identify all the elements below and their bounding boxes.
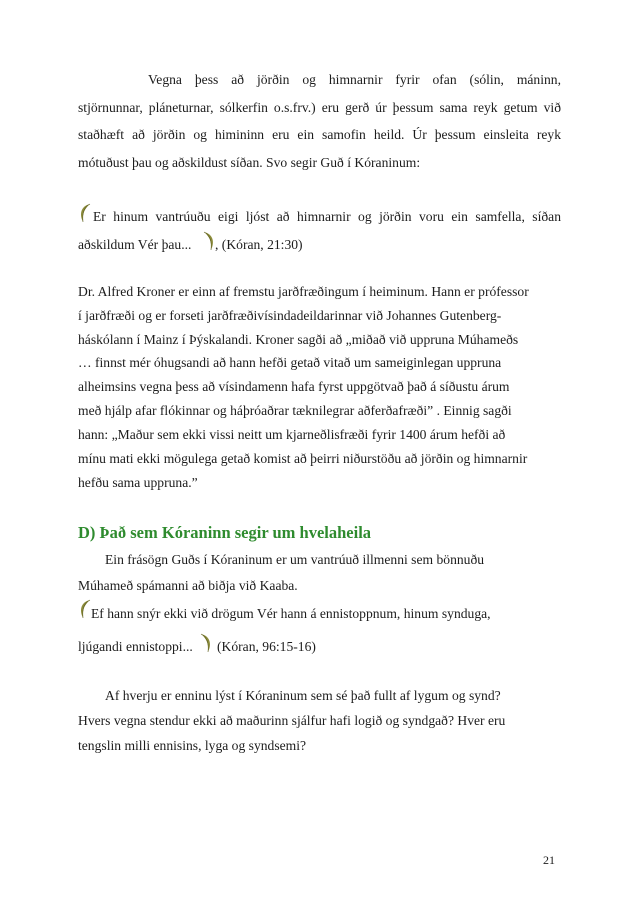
paragraph-2-line-5: alheimsins vegna þess að vísindamenn hafa fyrst uppgötvað það á síðustu árum [78, 379, 510, 394]
paragraph-2-line-9: hefðu sama uppruna.” [78, 475, 198, 490]
quote-2-reference: (Kóran, 96:15-16) [217, 639, 316, 654]
paragraph-4-line-3: tengslin milli ennisins, lyga og syndsemi? [78, 738, 307, 753]
paragraph-1-line-1: Vegna þess að jörðin og himnarnir fyrir ofan (sólin, máninn, [148, 72, 561, 87]
paragraph-2-line-7: hann: „Maður sem ekki vissi neitt um kjarneðlisfræði fyrir 1400 árum hefði að [78, 427, 506, 442]
page-number: 21 [543, 853, 555, 867]
paragraph-2-line-1: Dr. Alfred Kroner er einn af fremstu jarðfræðingum í heiminum. Hann er prófessor [78, 284, 529, 299]
paragraph-3-line-2: Múhameð spámanni að biðja við Kaaba. [78, 578, 298, 593]
paragraph-4-line-2: Hvers vegna stendur ekki að maðurinn sjálfur hafi logið og syndgað? Hver eru [78, 713, 506, 728]
paragraph-2-line-8: mínu mati ekki mögulega getað komist að þeirri niðurstöðu að jörðin og himnarnir [78, 451, 528, 466]
crescent-ornament-left-icon [78, 203, 92, 223]
paragraph-3-line-1: Ein frásögn Guðs í Kóraninum er um vantrúuð illmenni sem bönnuðu [105, 552, 485, 567]
crescent-ornament-left-icon [78, 599, 92, 619]
paragraph-2-line-6: með hjálp afar flókinnar og háþróaðrar tæknilegrar aðferðafræði” . Einnig sagði [78, 403, 512, 418]
crescent-ornament-right-icon [202, 231, 216, 251]
paragraph-2-line-3: háskólann í Mainz í Þýskalandi. Kroner sagði að „miðað við uppruna Múhameðs [78, 332, 519, 347]
quote-2-line-2: ljúgandi ennistoppi... [78, 639, 193, 654]
quote-2-line-1: Ef hann snýr ekki við drögum Vér hann á ennistoppnum, hinum synduga, [91, 606, 491, 621]
paragraph-1-line-2: stjörnunnar, pláneturnar, sólkerfin o.s.frv.) eru gerð úr þessum sama reyk getum við [78, 100, 561, 115]
paragraph-2-line-4: … finnst mér óhugsandi að hann hefði getað vitað um sameiginlegan uppruna [78, 355, 502, 370]
paragraph-4-line-1: Af hverju er enninu lýst í Kóraninum sem sé það fullt af lygum og synd? [105, 688, 501, 703]
section-heading: D) Það sem Kóraninn segir um hvelaheila [78, 523, 372, 542]
crescent-ornament-right-icon [199, 633, 213, 653]
paragraph-1-line-4: mótuðust þau og aðskildust síðan. Svo segir Guð í Kóraninum: [78, 155, 421, 170]
quote-1-line-2: aðskildum Vér þau... [78, 237, 192, 252]
paragraph-2-line-2: í jarðfræði og er forseti jarðfræðivísindadeildarinnar við Johannes Gutenberg- [78, 308, 502, 323]
paragraph-1-line-3: staðhæft að jörðin og himininn eru ein samofin heild. Úr þessum einsleita reyk [78, 127, 561, 142]
quote-1-reference: , (Kóran, 21:30) [215, 237, 303, 252]
quote-1-line-1: Er hinum vantrúuðu eigi ljóst að himnarnir og jörðin voru ein samfella, síðan [93, 209, 561, 224]
